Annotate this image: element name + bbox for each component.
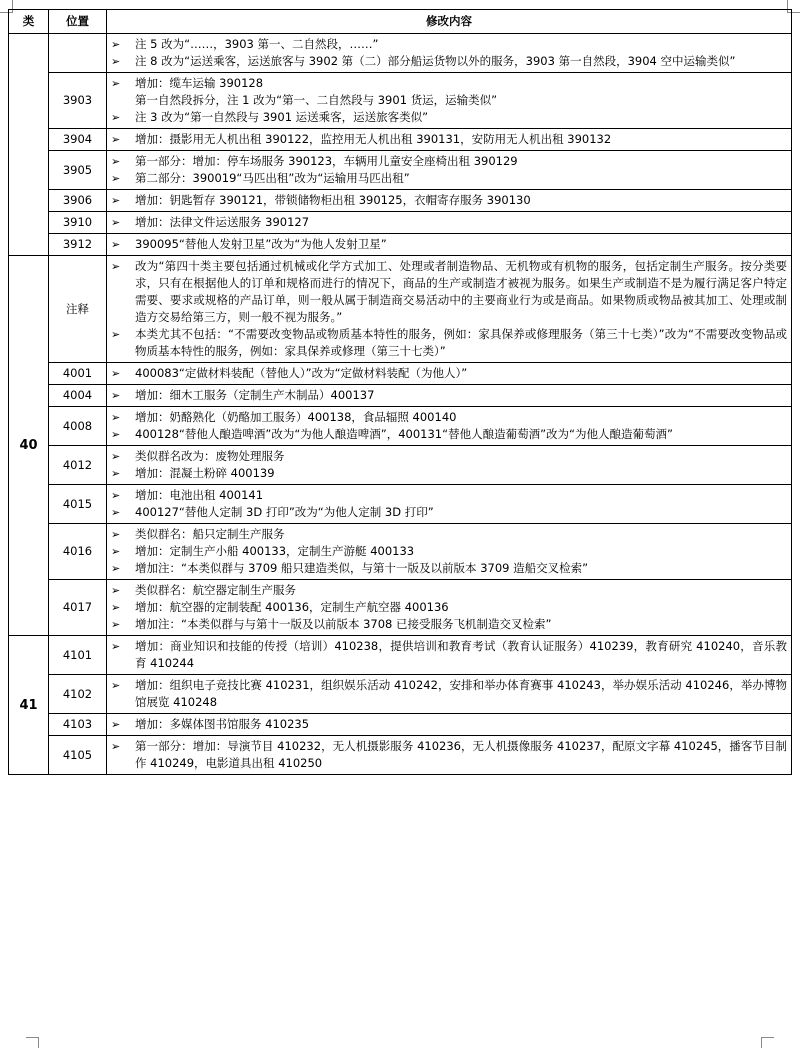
- bullet-item: [107, 677, 787, 711]
- content-cell: [107, 446, 792, 485]
- bullet-arrow-icon: ➢: [111, 133, 121, 146]
- position-cell: 4001: [49, 363, 107, 385]
- bullet-item: [107, 258, 787, 326]
- item-text: 增加：缆车运输 390128: [135, 76, 264, 90]
- item-text: 第一部分：增加：导演节目 410232，无人机摄影服务 410236，无人机摄像服务 410237，配原文字幕 410245，播客节目制作 410249，电影道具出租 410250: [135, 739, 787, 770]
- position-cell: 4017: [49, 580, 107, 636]
- content-cell: [107, 736, 792, 775]
- item-text: 注 5 改为“……，3903 第一、二自然段，……”: [135, 37, 379, 51]
- position-cell: 4012: [49, 446, 107, 485]
- item-text: 增加：混凝土粉碎 400139: [135, 466, 275, 480]
- bullet-arrow-icon: ➢: [111, 640, 121, 653]
- bullet-arrow-icon: ➢: [111, 238, 121, 251]
- header-position: 位置: [49, 10, 107, 34]
- position-cell: 3905: [49, 151, 107, 190]
- bullet-item: [107, 387, 787, 404]
- item-text: 增加注：“本类似群与 3709 船只建造类似，与第十一版及以前版本 3709 造船交叉检索”: [135, 561, 589, 575]
- item-text: 增加：钥匙暂存 390121，带锁储物柜出租 390125，衣帽寄存服务 390130: [135, 193, 531, 207]
- item-text: 增加：摄影用无人机出租 390122，监控用无人机出租 390131，安防用无人机出租 390132: [135, 132, 612, 146]
- table-row: [9, 407, 792, 446]
- content-cell: [107, 73, 792, 129]
- position-cell: 4102: [49, 675, 107, 714]
- bullet-arrow-icon: ➢: [111, 718, 121, 731]
- bullet-arrow-icon: ➢: [111, 562, 121, 575]
- bullet-arrow-icon: ➢: [111, 584, 121, 597]
- bullet-arrow-icon: ➢: [111, 389, 121, 402]
- item-text: 第一部分：增加：停车场服务 390123，车辆用儿童安全座椅出租 390129: [135, 154, 518, 168]
- bullet-arrow-icon: ➢: [111, 467, 121, 480]
- content-cell: [107, 190, 792, 212]
- item-text: 增加：电池出租 400141: [135, 488, 264, 502]
- bullet-item: [107, 365, 787, 382]
- bullet-item: [107, 75, 787, 92]
- content-cell: [107, 524, 792, 580]
- bullet-item: [107, 170, 787, 187]
- table-row: [9, 73, 792, 129]
- table-row: [9, 151, 792, 190]
- bullet-arrow-icon: ➢: [111, 740, 121, 753]
- bullet-arrow-icon: ➢: [111, 38, 121, 51]
- position-cell: 4016: [49, 524, 107, 580]
- content-cell: [107, 234, 792, 256]
- item-text: 400127“替他人定制 3D 打印”改为“为他人定制 3D 打印”: [135, 505, 434, 519]
- item-text: 类似群名：船只定制生产服务: [135, 527, 285, 541]
- position-cell: 3910: [49, 212, 107, 234]
- table-row: [9, 524, 792, 580]
- item-text: 增加：航空器的定制装配 400136，定制生产航空器 400136: [135, 600, 449, 614]
- bullet-item: [107, 426, 787, 443]
- table-row: [9, 190, 792, 212]
- bullet-item: [107, 326, 787, 360]
- position-cell: 4105: [49, 736, 107, 775]
- header-class: 类: [9, 10, 49, 34]
- table-row: [9, 485, 792, 524]
- bullet-item: [107, 582, 787, 599]
- content-cell: [107, 407, 792, 446]
- content-cell: [107, 636, 792, 675]
- item-text: 增加：定制生产小船 400133，定制生产游艇 400133: [135, 544, 415, 558]
- bullet-item: [107, 36, 787, 53]
- item-text: 注 3 改为“第一自然段与 3901 运送乘客，运送旅客类似”: [135, 110, 429, 124]
- content-cell: [107, 212, 792, 234]
- bullet-item: [107, 109, 787, 126]
- bullet-item: [107, 465, 787, 482]
- bullet-item: [107, 526, 787, 543]
- table-row: [9, 636, 792, 675]
- bullet-item: [107, 560, 787, 577]
- table-row: [9, 234, 792, 256]
- position-cell: 4101: [49, 636, 107, 675]
- bullet-arrow-icon: ➢: [111, 172, 121, 185]
- bullet-item: [107, 487, 787, 504]
- bullet-arrow-icon: ➢: [111, 545, 121, 558]
- bullet-arrow-icon: ➢: [111, 528, 121, 541]
- bullet-item: [107, 131, 787, 148]
- item-text: 改为“第四十类主要包括通过机械或化学方式加工、处理或者制造物品、无机物或有机物的服务，包括定制生产服务。按分类要求，只有在根据他人的订单和规格而进行的情况下，商品的生产或制造才被视为服务。如果生产或制造不是为履行满足客户特定需要、要求或规格的产品订单，则一般从属于制造商交易活动中的主要商业行为或是商品。如果物质或物品被其加工、处理或制造方交易给第三方，则一般不视为服务。”: [135, 259, 787, 324]
- bullet-arrow-icon: ➢: [111, 411, 121, 424]
- bullet-item: [107, 448, 787, 465]
- item-text: 增加：细木工服务（定制生产木制品）400137: [135, 388, 375, 402]
- bullet-item: [107, 504, 787, 521]
- bullet-arrow-icon: ➢: [111, 367, 121, 380]
- item-text: 类似群名：航空器定制生产服务: [135, 583, 296, 597]
- content-cell: [107, 714, 792, 736]
- bullet-arrow-icon: ➢: [111, 216, 121, 229]
- bullet-item: [107, 616, 787, 633]
- item-text: 第一自然段拆分，注 1 改为“第一、二自然段与 3901 货运，运输类似”: [135, 93, 498, 107]
- content-cell: [107, 363, 792, 385]
- bullet-item: [107, 214, 787, 231]
- item-text: 增加：奶酪熟化（奶酪加工服务）400138，食品辐照 400140: [135, 410, 457, 424]
- item-text: 增加：商业知识和技能的传授（培训）410238，提供培训和教育考试（教育认证服务）410239，教育研究 410240，音乐教育 410244: [135, 639, 787, 670]
- amendment-table: [8, 9, 792, 775]
- class-number: 41: [9, 636, 49, 775]
- content-cell: [107, 675, 792, 714]
- position-cell: 3904: [49, 129, 107, 151]
- bullet-item: [107, 236, 787, 253]
- bullet-arrow-icon: ➢: [111, 194, 121, 207]
- item-text: 增加注：“本类似群与与第十一版及以前版本 3708 已接受服务飞机制造交叉检索”: [135, 617, 552, 631]
- header-content: 修改内容: [107, 10, 792, 34]
- class-number: 40: [9, 256, 49, 636]
- bullet-item: [107, 192, 787, 209]
- table-row: [9, 256, 792, 363]
- position-cell: 注释: [49, 256, 107, 363]
- table-row: [9, 34, 792, 73]
- position-cell: 4004: [49, 385, 107, 407]
- content-cell: [107, 385, 792, 407]
- position-cell: 3912: [49, 234, 107, 256]
- item-text: 本类尤其不包括：“不需要改变物品或物质基本特性的服务，例如：家具保养或修理服务（第三十七类）”改为“不需要改变物品或物质基本特性的服务，例如：家具保养或修理（第三十七类）”: [135, 327, 787, 358]
- table-row: [9, 736, 792, 775]
- position-cell: 4103: [49, 714, 107, 736]
- table-row: [9, 580, 792, 636]
- item-text: 增加：组织电子竞技比赛 410231，组织娱乐活动 410242，安排和举办体育赛事 410243，举办娱乐活动 410246，举办博物馆展览 410248: [135, 678, 787, 709]
- page-corner-mark: [761, 1037, 774, 1048]
- bullet-item: [107, 543, 787, 560]
- position-cell: 3906: [49, 190, 107, 212]
- item-text: 400128“替他人酿造啤酒”改为“为他人酿造啤酒”，400131“替他人酿造葡萄酒”改为“为他人酿造葡萄酒”: [135, 427, 673, 441]
- table-row: [9, 385, 792, 407]
- item-text: 增加：法律文件运送服务 390127: [135, 215, 310, 229]
- table-row: [9, 675, 792, 714]
- content-cell: [107, 256, 792, 363]
- bullet-arrow-icon: ➢: [111, 450, 121, 463]
- bullet-item: [107, 409, 787, 426]
- item-text: 类似群名改为：废物处理服务: [135, 449, 285, 463]
- table-row: [9, 446, 792, 485]
- table-row: [9, 714, 792, 736]
- position-cell: 3903: [49, 73, 107, 129]
- table-row: [9, 212, 792, 234]
- bullet-arrow-icon: ➢: [111, 260, 121, 273]
- bullet-item: [107, 599, 787, 616]
- content-cell: [107, 151, 792, 190]
- table-row: [9, 363, 792, 385]
- position-cell: 4008: [49, 407, 107, 446]
- content-cell: [107, 580, 792, 636]
- table-row: [9, 129, 792, 151]
- bullet-arrow-icon: ➢: [111, 679, 121, 692]
- bullet-item: [107, 716, 787, 733]
- item-text: 注 8 改为“运送乘客，运送旅客与 3902 第（二）部分船运货物以外的服务，3903 第一自然段，3904 空中运输类似”: [135, 54, 736, 68]
- item-text: 增加：多媒体图书馆服务 410235: [135, 717, 310, 731]
- item-text: 第二部分：390019“马匹出租”改为“运输用马匹出租”: [135, 171, 410, 185]
- bullet-arrow-icon: ➢: [111, 155, 121, 168]
- bullet-arrow-icon: ➢: [111, 111, 121, 124]
- item-text: 390095“替他人发射卫星”改为“为他人发射卫星”: [135, 237, 387, 251]
- bullet-arrow-icon: ➢: [111, 428, 121, 441]
- bullet-item: [107, 638, 787, 672]
- bullet-arrow-icon: ➢: [111, 328, 121, 341]
- bullet-arrow-icon: ➢: [111, 55, 121, 68]
- bullet-arrow-icon: ➢: [111, 506, 121, 519]
- bullet-item: [107, 153, 787, 170]
- page-corner-mark: [26, 1037, 39, 1048]
- content-cell: [107, 485, 792, 524]
- bullet-arrow-icon: ➢: [111, 601, 121, 614]
- continuation-line: [107, 92, 787, 109]
- content-cell: [107, 129, 792, 151]
- class-cell: [9, 34, 49, 256]
- position-cell: 4015: [49, 485, 107, 524]
- item-text: 400083“定做材料装配（替他人）”改为“定做材料装配（为他人）”: [135, 366, 468, 380]
- bullet-item: [107, 738, 787, 772]
- position-cell: [49, 34, 107, 73]
- bullet-item: [107, 53, 787, 70]
- bullet-arrow-icon: ➢: [111, 618, 121, 631]
- table-header-row: [9, 10, 792, 34]
- bullet-arrow-icon: ➢: [111, 489, 121, 502]
- bullet-arrow-icon: ➢: [111, 77, 121, 90]
- content-cell: [107, 34, 792, 73]
